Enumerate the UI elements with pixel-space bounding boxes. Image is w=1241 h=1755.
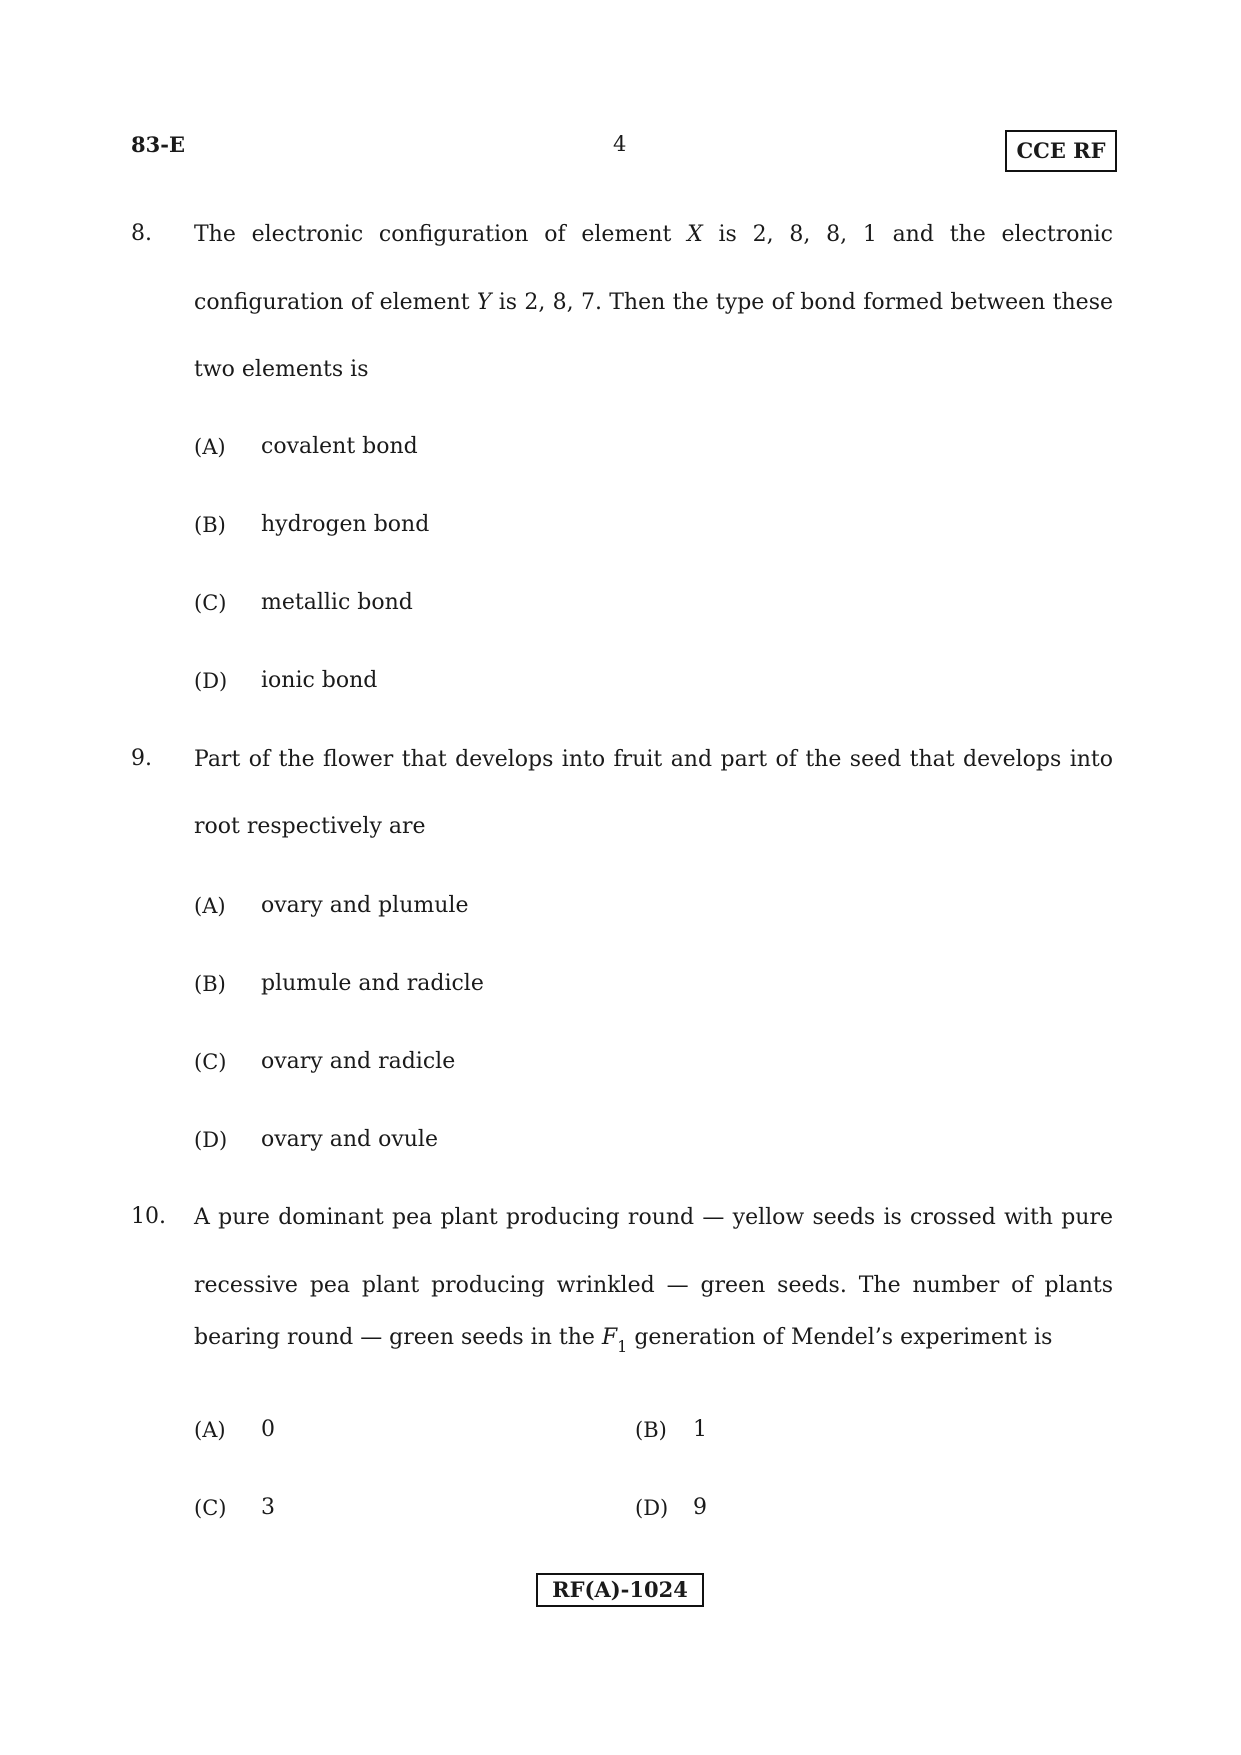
variable-x: X xyxy=(687,222,703,247)
option-text[interactable]: metallic bond xyxy=(261,590,413,615)
question-text-line xyxy=(194,289,1113,317)
option-text[interactable]: ovary and plumule xyxy=(261,893,469,918)
question-number: 10. xyxy=(131,1204,166,1229)
text-part: is 2, 8, 7. Then the type of bond formed between these xyxy=(491,290,1113,315)
option-label: (D) xyxy=(194,1128,228,1152)
text-part: bearing round — green seeds in the xyxy=(194,1325,602,1350)
footer-code-box: RF(A)-1024 xyxy=(536,1573,704,1607)
option-text[interactable]: 9 xyxy=(693,1495,707,1520)
question-text-line: recessive pea plant producing wrinkled — green seeds. The number of plants xyxy=(194,1273,1113,1298)
question-text-line: root respectively are xyxy=(194,814,426,839)
text-part: configuration of element xyxy=(194,290,477,315)
option-text[interactable]: covalent bond xyxy=(261,434,418,459)
option-label: (D) xyxy=(194,669,228,693)
text-part: is 2, 8, 8, 1 and the electronic xyxy=(702,222,1113,247)
option-label: (A) xyxy=(194,435,226,459)
question-text-line: Part of the flower that develops into fruit and part of the seed that develops into xyxy=(194,747,1113,772)
variable-y: Y xyxy=(476,290,492,315)
text-part: The electronic configuration of element xyxy=(194,222,688,247)
option-text[interactable]: plumule and radicle xyxy=(261,971,484,996)
option-text[interactable]: 0 xyxy=(261,1417,275,1442)
question-text-line: two elements is xyxy=(194,357,369,382)
option-label: (B) xyxy=(194,972,226,996)
option-text[interactable]: ionic bond xyxy=(261,668,378,693)
question-number: 9. xyxy=(131,746,152,771)
text-part: generation of Mendel’s experiment is xyxy=(627,1325,1053,1350)
option-label: (C) xyxy=(194,1496,227,1520)
page-number: 4 xyxy=(613,132,627,156)
question-text-line xyxy=(194,1324,1053,1356)
option-label: (B) xyxy=(194,513,226,537)
option-label: (A) xyxy=(194,1418,226,1442)
option-label: (C) xyxy=(194,1050,227,1074)
question-text-line xyxy=(194,221,1113,249)
option-label: (C) xyxy=(194,591,227,615)
question-text-line: A pure dominant pea plant producing round — yellow seeds is crossed with pure xyxy=(194,1205,1113,1230)
option-text[interactable]: ovary and radicle xyxy=(261,1049,456,1074)
option-text[interactable]: 3 xyxy=(261,1495,275,1520)
option-label: (A) xyxy=(194,894,226,918)
series-box: CCE RF xyxy=(1005,130,1117,172)
paper-code: 83-E xyxy=(131,132,185,157)
option-text[interactable]: hydrogen bond xyxy=(261,512,430,537)
option-label: (D) xyxy=(635,1496,669,1520)
subscript: 1 xyxy=(617,1337,628,1356)
question-number: 8. xyxy=(131,221,152,246)
option-label: (B) xyxy=(635,1418,667,1442)
option-text[interactable]: 1 xyxy=(693,1417,707,1442)
variable-f: F xyxy=(601,1325,618,1350)
option-text[interactable]: ovary and ovule xyxy=(261,1127,438,1152)
